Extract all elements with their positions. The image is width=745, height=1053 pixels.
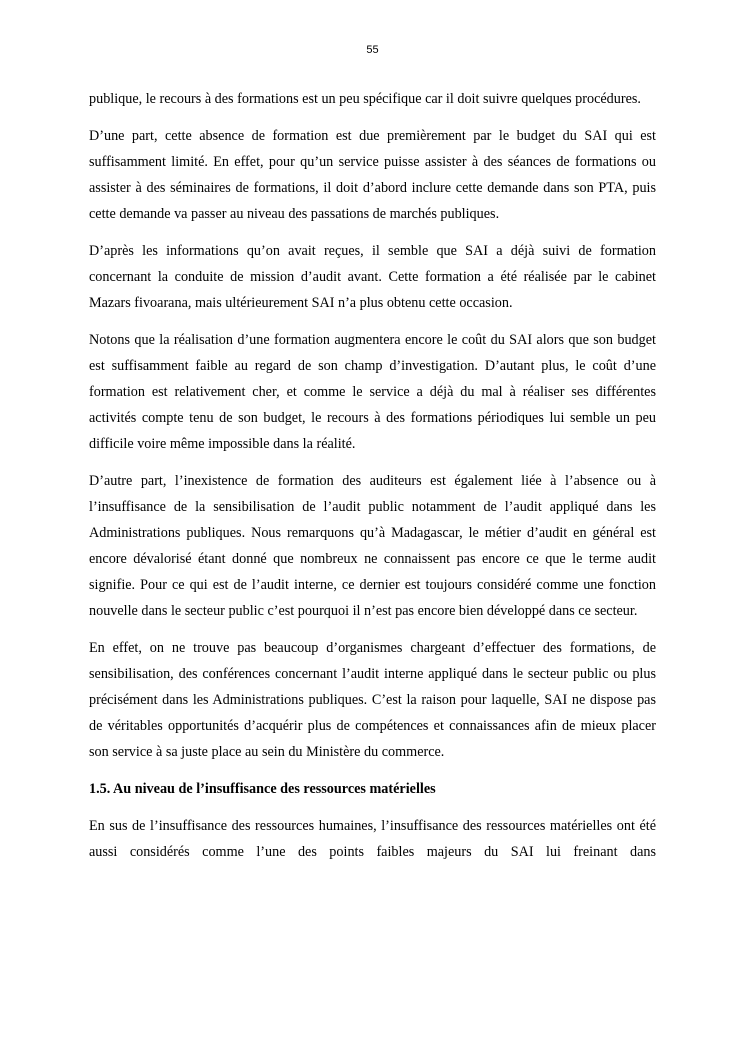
paragraph: D’une part, cette absence de formation est due premièrement par le budget du SAI qui est suffisamment limité. En effet, pour qu’un service puisse assister à des séances de formations ou assister à des séminaires de formations, il doit d’abord inclure cette demande dans son PTA, puis cette demande va passer au niveau des passations de marchés publiques. (89, 128, 656, 222)
section-heading: 1.5. Au niveau de l’insuffisance des ressources matérielles (89, 781, 436, 797)
paragraph: Notons que la réalisation d’une formation augmentera encore le coût du SAI alors que son budget est suffisamment faible au regard de son champ d’investigation. D’autant plus, le coût d’une formation est relativement cher, et comme le service a déjà du mal à réaliser ses différentes activités compte tenu de son budget, le recours à des formations périodiques lui semble un peu difficile voire même impossible dans la réalité. (89, 332, 656, 452)
paragraph: publique, le recours à des formations est un peu spécifique car il doit suivre quelques procédures. (89, 91, 641, 107)
paragraph: D’après les informations qu’on avait reçues, il semble que SAI a déjà suivi de formation concernant la conduite de mission d’audit avant. Cette formation a été réalisée par le cabinet Mazars fivoarana, mais ultérieurement SAI n’a plus obtenu cette occasion. (89, 243, 656, 311)
paragraph: En sus de l’insuffisance des ressources humaines, l’insuffisance des ressources matérielles ont été aussi considérés comme l’une des points faibles majeurs du SAI lui freinant dans (89, 818, 656, 860)
document-body (89, 86, 656, 876)
paragraph: D’autre part, l’inexistence de formation des auditeurs est également liée à l’absence ou à l’insuffisance de la sensibilisation de l’audit public notamment de l’audit appliqué dans les Administrations publiques. Nous remarquons qu’à Madagascar, le métier d’audit en général est encore dévalorisé étant donné que nombreux ne connaissent pas encore ce que le terme audit signifie. Pour ce qui est de l’audit interne, ce dernier est toujours considéré comme une fonction nouvelle dans le secteur public c’est pourquoi il n’est pas encore bien développé dans ce secteur. (89, 473, 656, 619)
paragraph: En effet, on ne trouve pas beaucoup d’organismes chargeant d’effectuer des formations, de sensibilisation, des conférences concernant l’audit interne appliqué dans le secteur public ou plus précisément dans les Administrations publiques. C’est la raison pour laquelle, SAI ne dispose pas de véritables opportunités d’acquérir plus de compétences et connaissances afin de mieux placer son service à sa juste place au sein du Ministère du commerce. (89, 640, 656, 760)
page-number: 55 (366, 44, 379, 56)
